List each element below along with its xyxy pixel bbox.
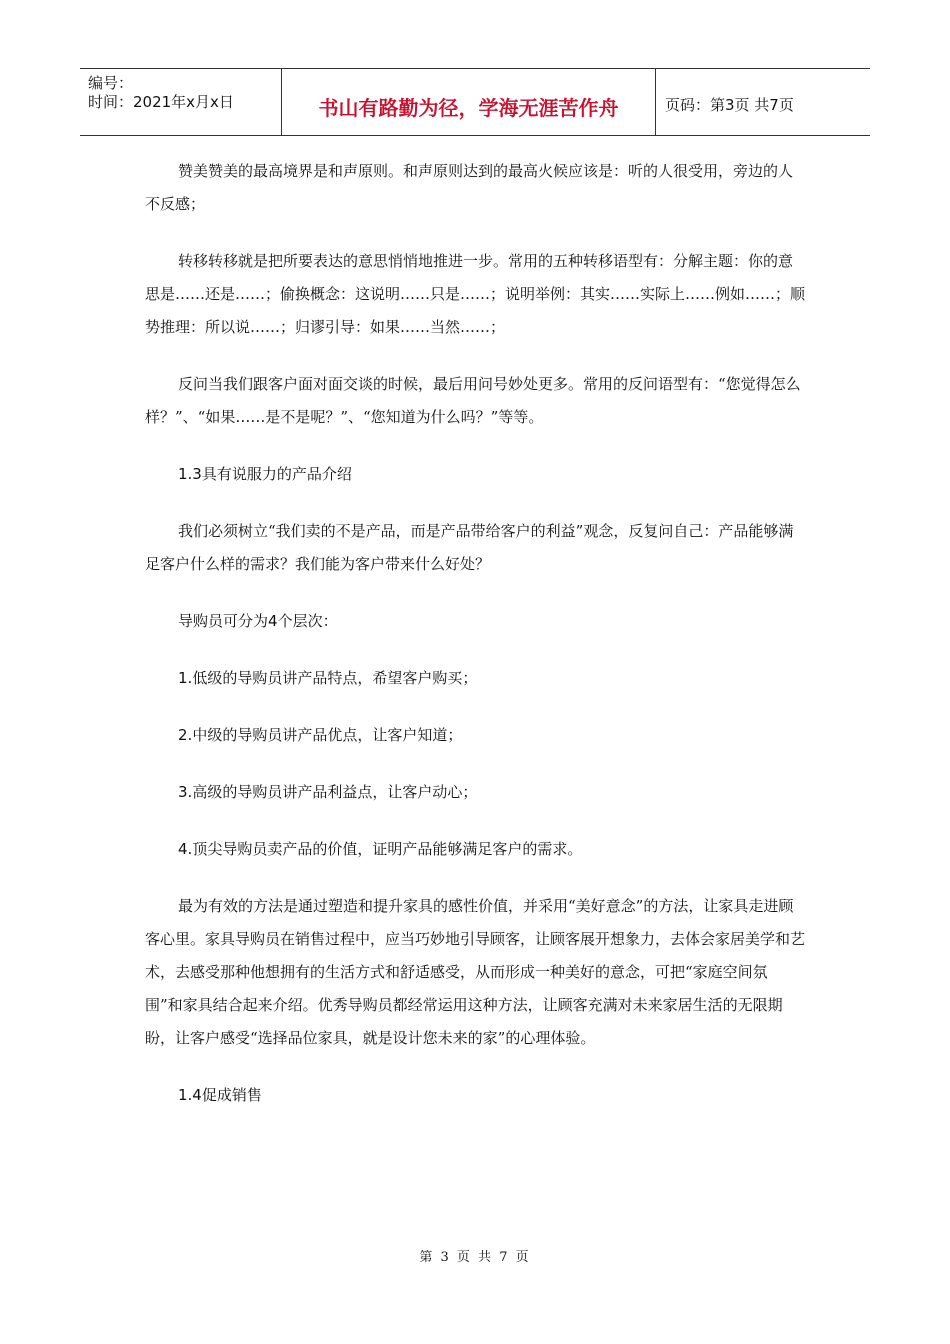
- list-text: 顶尖导购员卖产品的价值，证明产品能够满足客户的需求。: [192, 840, 583, 858]
- paragraph-praise: 赞美赞美的最高境界是和声原则。和声原则达到的最高火候应该是：听的人很受用，旁边的人不反感；: [145, 162, 794, 213]
- header-motto: 书山有路勤为径，学海无涯苦作舟: [318, 96, 619, 120]
- list-item-level-1: [145, 662, 805, 695]
- list-item-level-2: [145, 719, 805, 752]
- page-footer: 第 3 页 共 7 页: [419, 1250, 531, 1265]
- header-info-cell: [80, 69, 282, 135]
- list-text: 高级的导购员讲产品利益点，让客户动心；: [192, 783, 478, 801]
- section-heading-1-4: [145, 1079, 805, 1112]
- document-number-label: 编号：: [88, 74, 134, 92]
- list-text: 低级的导购员讲产品特点，希望客户购买；: [192, 669, 478, 687]
- paragraph-emotional-value: 最为有效的方法是通过塑造和提升家具的感性价值，并采用“美好意念”的方法，让家具走进顾客心里。家具导购员在销售过程中，应当巧妙地引导顾客，让顾客展开想象力，去体会家居美学和艺术，去感受那种他想拥有的生活方式和舒适感受，从而形成一种美好的意念，可把“家庭空间氛围”和家具结合起来介绍。优秀导购员都经常运用这种方法，让顾客充满对未来家居生活的无限期盼，让客户感受“选择品位家具，就是设计您未来的家”的心理体验。: [145, 897, 806, 1047]
- levels-intro-text-end: 个层次：: [277, 612, 338, 630]
- section-title: 具有说服力的产品介绍: [201, 465, 352, 483]
- levels-count: 4: [268, 612, 278, 630]
- header-page-cell: [656, 69, 870, 135]
- list-text: 中级的导购员讲产品优点，让客户知道；: [192, 726, 463, 744]
- paragraph-transfer: 转移转移就是把所要表达的意思悄悄地推进一步。常用的五种转移语型有：分解主题：你的意思是……还是……；偷换概念：这说明……只是……；说明举例：其实……实际上……例如……；顺势推理：所以说……；归谬引导：如果……当然……；: [145, 252, 806, 336]
- header-motto-cell: [282, 69, 656, 135]
- list-number: 4.: [178, 840, 193, 858]
- page-header: [80, 68, 870, 136]
- list-number: 1.: [178, 669, 193, 687]
- list-item-level-3: [145, 776, 805, 809]
- section-number: 1.4: [178, 1086, 202, 1104]
- paragraph-benefit-concept: 我们必须树立“我们卖的不是产品，而是产品带给客户的利益”观念，反复问自己：产品能够满足客户什么样的需求？我们能为客户带来什么好处？: [145, 522, 794, 573]
- section-heading-1-3: [145, 458, 805, 491]
- list-number: 2.: [178, 726, 193, 744]
- paragraph-rhetorical-question: 反问当我们跟客户面对面交谈的时候，最后用问号妙处更多。常用的反问语型有：“您觉得怎么样？”、“如果……是不是呢？”、“您知道为什么吗？”等等。: [145, 375, 801, 426]
- levels-intro-text: 导购员可分为: [178, 612, 269, 630]
- list-number: 3.: [178, 783, 193, 801]
- document-body: [145, 155, 805, 1136]
- header-page-number: 页码：第3页 共7页: [665, 96, 794, 114]
- section-title: 促成销售: [201, 1086, 262, 1104]
- paragraph-levels-intro: [145, 605, 805, 638]
- document-date-label: 时间：2021年x月x日: [88, 93, 234, 111]
- list-item-level-4: [145, 833, 805, 866]
- section-number: 1.3: [178, 465, 202, 483]
